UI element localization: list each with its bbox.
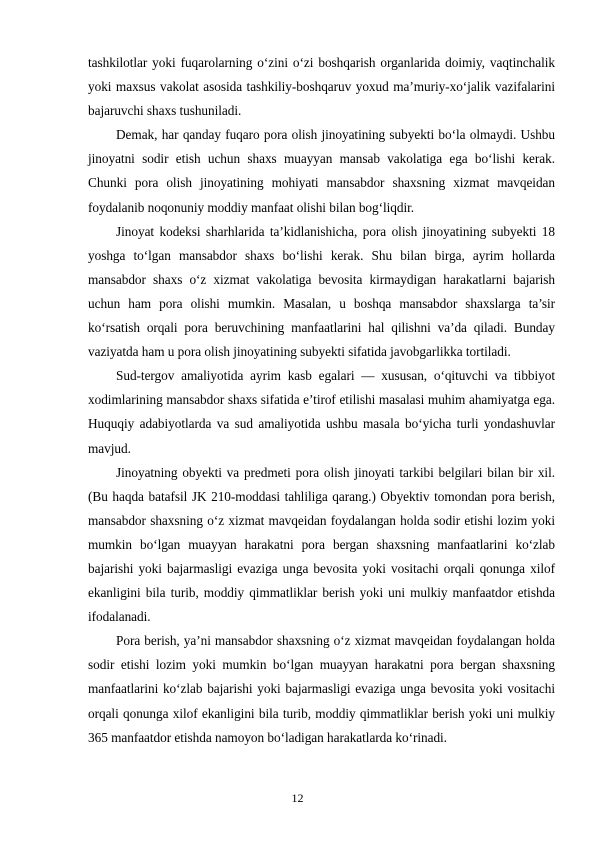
- paragraph: Demak, har qanday fuqaro pora olish jinoyatining subyekti bo‘la olmaydi. Ushbu jinoyatni sodir etish uchun shaxs muayyan mansab vakolatiga ega bo‘lishi kerak. Chunki pora olish jinoyatining mohiyati mansabdor shaxsning xizmat mavqeidan foydalanib noqonuniy moddiy manfaat olishi bilan bog‘liqdir.: [88, 127, 555, 215]
- paragraph-continuation: tashkilotlar yoki fuqarolarning o‘zini o‘zi boshqarish organlarida doimiy, vaqtinchalik yoki maxsus vakolat asosida tashkiliy-boshqaruv yoxud ma’muriy-xo‘jalik vazifalarini bajaruvchi shaxs tushuniladi.: [88, 55, 555, 119]
- paragraph: Jinoyat kodeksi sharhlarida ta’kidlanishicha, pora olish jinoyatining subyekti 18 yoshga to‘lgan mansabdor shaxs bo‘lishi kerak. Shu bilan birga, ayrim hollarda mansabdor shaxs o‘z xizmat vakolatiga bevosita kirmaydigan harakatlarni bajarish uchun ham pora olishi mumkin. Masalan, u boshqa mansabdor shaxslarga ta’sir ko‘rsatish orqali pora beruvchining manfaatlarini hal qilishni va’da qiladi. Bunday vaziyatda ham u pora olish jinoyatining subyekti sifatida javobgarlikka tortiladi.: [88, 223, 555, 360]
- document-body: [88, 51, 555, 750]
- paragraph: Jinoyatning obyekti va predmeti pora olish jinoyati tarkibi belgilari bilan bir xil. (Bu haqda batafsil JK 210-moddasi tahliliga qarang.) Obyektiv tomondan pora berish, mansabdor shaxsning o‘z xizmat mavqeidan foydalangan holda sodir etishi lozim yoki mumkin bo‘lgan muayyan harakatni pora bergan shaxsning manfaatlarini ko‘zlab bajarishi yoki bajarmasligi evaziga unga bevosita yoki vositachi orqali qonunga xilof ekanligini bila turib, moddiy qimmatliklar berish yoki uni mulkiy manfaatdor etishda ifodalanadi.: [88, 464, 555, 625]
- paragraph: Pora berish, ya’ni mansabdor shaxsning o‘z xizmat mavqeidan foydalangan holda sodir etishi lozim yoki mumkin bo‘lgan muayyan harakatni pora bergan shaxsning manfaatlarini ko‘zlab bajarishi yoki bajarmasligi evaziga unga bevosita yoki vositachi orqali qonunga xilof ekanligini bila turib, moddiy qimmatliklar berish yoki uni mulkiy 365 manfaatdor etishda namoyon bo‘ladigan harakatlarda ko‘rinadi.: [88, 633, 555, 745]
- paragraph: Sud-tergov amaliyotida ayrim kasb egalari — xususan, o‘qituvchi va tibbiyot xodimlarining mansabdor shaxs sifatida e’tirof etilishi masalasi muhim ahamiyatga ega. Huquqiy adabiyotlarda va sud amaliyotida ushbu masala bo‘yicha turli yondashuvlar mavjud.: [88, 368, 555, 456]
- page-number: 12: [291, 791, 304, 805]
